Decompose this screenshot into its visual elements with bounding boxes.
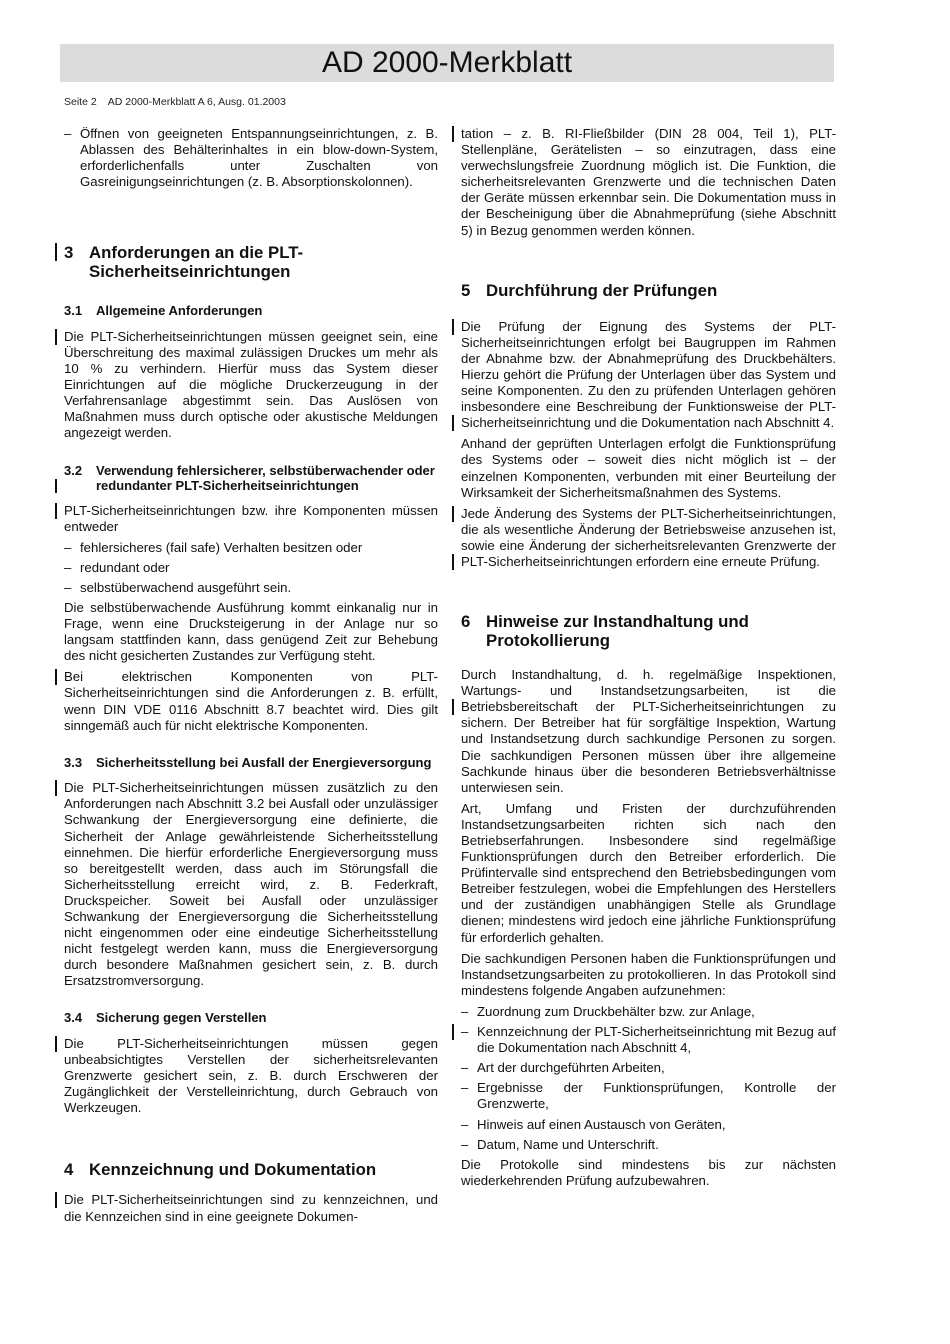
right-column <box>461 126 836 1194</box>
change-bar <box>55 503 57 519</box>
list-item: – fehlersicheres (fail safe) Verhalten besitzen oder <box>64 540 438 556</box>
change-bar <box>55 243 57 261</box>
list-item: – redundant oder <box>64 560 438 576</box>
list-item: – Ergebnisse der Funktionsprüfungen, Kontrolle der Grenzwerte, <box>461 1080 836 1112</box>
list-item: – Hinweis auf einen Austausch von Geräten, <box>461 1117 836 1133</box>
paragraph: Die PLT-Sicherheitseinrichtungen müssen gegen unbeabsichtigtes Verstellen der sicherheitsrelevanten Grenzwerte gesichert sein, z. B. durch Erschweren der Zugänglichkeit der Verstelleinrichtung, durch Gebrauch von Werkzeugen. <box>64 1035 438 1116</box>
paragraph: Die sachkundigen Personen haben die Funktionsprüfungen und Instandsetzungsarbeiten zu protokollieren. In das Protokoll sind mindestens folgende Angaben aufzunehmen: <box>461 950 836 998</box>
paragraph: Jede Änderung des Systems der PLT-Sicherheitseinrichtungen, die als wesentliche Änderung der Betriebsweise anzusehen ist, sowie eine Änderung der sicherheitsrelevanten Grenzwerte der PLT-Sicherheitseinrichtungen erfordern eine erneute Prüfung. <box>461 505 836 569</box>
list-item: – Kennzeichnung der PLT-Sicherheitseinrichtung mit Bezug auf die Dokumentation nach Abschnitt 4, <box>461 1024 836 1056</box>
change-bar <box>452 126 454 142</box>
paragraph: Anhand der geprüften Unterlagen erfolgt die Funktionsprüfung des Systems oder – soweit dies nicht möglich ist – der einzelnen Komponenten, verbunden mit einer Beurteilung der Wirksamkeit der Sicherheitsmaßnahmen des Systems. <box>461 436 836 500</box>
subsection-heading-3-1: 3.1 Allgemeine Anforderungen <box>64 303 263 319</box>
paragraph: PLT-Sicherheitseinrichtungen bzw. ihre Komponenten müssen entweder <box>64 502 438 534</box>
change-bar <box>55 479 57 493</box>
change-bar <box>55 780 57 796</box>
change-bar <box>452 415 454 431</box>
paragraph: Die PLT-Sicherheitseinrichtungen sind zu kennzeichnen, und die Kennzeichen sind in eine geeignete Dokumen- <box>64 1192 438 1224</box>
section-heading-5: 5 Durchführung der Prüfungen <box>461 280 718 300</box>
subsection-heading-3-4: 3.4 Sicherung gegen Verstellen <box>64 1010 267 1026</box>
section-heading-3: 3 Anforderungen an die PLT-Sicherheitseinrichtungen <box>64 243 304 282</box>
section-heading-6: 6 Hinweise zur Instandhaltung und Protokollierung <box>461 612 749 651</box>
document-title: AD 2000-Merkblatt <box>321 46 573 79</box>
section-heading-4: 4 Kennzeichnung und Dokumentation <box>64 1160 377 1180</box>
list-item: – Zuordnung zum Druckbehälter bzw. zur Anlage, <box>461 1004 836 1020</box>
change-bar <box>452 506 454 522</box>
paragraph: Art, Umfang und Fristen der durchzuführenden Instandsetzungsarbeiten richten sich nach den Betriebserfahrungen. Insbesondere sind regelmäßige Funktionsprüfungen durch den Betreiber erforderlich. Die Prüfintervalle sind entsprechend den Betriebsbedingungen vom Betreiber festzulegen, wobei die Empfehlungen des Herstellers und der zuständigen unabhängigen Stelle als Grundlage dienen; mindestens wird jedoch eine jährliche Funktionsprüfung für erforderlich gehalten. <box>461 800 836 945</box>
header-banner <box>60 44 834 82</box>
change-bar <box>55 669 57 685</box>
change-bar <box>55 1192 57 1208</box>
subsection-heading-3-2: 3.2 Verwendung fehlersicherer, selbstüberwachender oder redundanter PLT-Sicherheitseinrichtungen <box>64 462 435 494</box>
paragraph: Die Protokolle sind mindestens bis zur nächsten wiederkehrenden Prüfung aufzubewahren. <box>461 1156 836 1188</box>
change-bar <box>452 699 454 715</box>
left-column <box>64 126 438 1230</box>
list-item: – Datum, Name und Unterschrift. <box>461 1137 836 1153</box>
paragraph: tation – z. B. RI-Fließbilder (DIN 28 004, Teil 1), PLT-Stellenpläne, Gerätelisten – so einzutragen, dass eine verwechslungsfreie Zuordnung möglich ist. Die Funktion, die sicherheitsrelevanten Grenzwerte und die technischen Daten der Geräte müssen erkennbar sein. Die Dokumentation muss in der Bescheinigung über die Abnahmeprüfung (siehe Abschnitt 5) in Bezug genommen werden können. <box>461 126 836 238</box>
change-bar <box>55 329 57 345</box>
change-bar <box>452 319 454 335</box>
change-bar <box>452 554 454 570</box>
paragraph: Durch Instandhaltung, d. h. regelmäßige Inspektionen, Wartungs- und Instandsetzungsarbeiten, ist die Betriebsbereitschaft der PLT-Sicherheitseinrichtungen zu sichern. Der Betreiber hat für sorgfältige Inspektion, Wartung und Instandsetzung durch sachkundige Personen zu sorgen. Die sachkundigen Personen müssen über ihre allgemeine Sachkunde hinaus über die besonderen Betriebsverhältnisse unterwiesen sein. <box>461 667 836 795</box>
list-item: – Art der durchgeführten Arbeiten, <box>461 1060 836 1076</box>
paragraph: Die selbstüberwachende Ausführung kommt einkanalig nur in Frage, wenn eine Drucksteigerung in der Anlage nur so langsam stattfinden kann, dass genügend Zeit zur Behebung des nicht gesicherten Zustandes zur Verfügung steht. <box>64 600 438 664</box>
subsection-heading-3-3: 3.3 Sicherheitsstellung bei Ausfall der Energieversorgung <box>64 754 432 770</box>
change-bar <box>55 1036 57 1052</box>
list-item: – selbstüberwachend ausgeführt sein. <box>64 580 438 596</box>
paragraph: Die PLT-Sicherheitseinrichtungen müssen zusätzlich zu den Anforderungen nach Abschnitt 3.2 bei Ausfall oder unzulässiger Schwankung der Energieversorgung eine definierte, die Sicherheit der Anlage gewährleistende Sicherheitsstellung einnehmen. Die hierfür erforderliche Energieversorgung muss so bereitgestellt werden, dass auch im Störungsfall die Sicherheitsstellung erreicht wird, z. B. Federkraft, Druckspeicher. Soweit bei Ausfall oder unzulässiger Schwankung der Energieversorgung die Sicherheitsstellung nicht eingenommen oder eine eindeutige Sicherheitsstellung nicht festgelegt werden kann, muss die Energieversorgung durch besondere Maßnahmen gesichert sein, z. B. durch Ersatzstromversorgung. <box>64 780 438 989</box>
page-info: Seite 2 AD 2000-Merkblatt A 6, Ausg. 01.2003 <box>64 96 286 108</box>
paragraph: Bei elektrischen Komponenten von PLT-Sicherheitseinrichtungen sind die Anforderungen z. B. erfüllt, wenn DIN VDE 0116 Abschnitt 8.7 beachtet wird. Dies gilt sinngemäß auch für nicht elektrische Komponenten. <box>64 669 438 733</box>
paragraph: Die PLT-Sicherheitseinrichtungen müssen geeignet sein, eine Überschreitung des maximal zulässigen Druckes um mehr als 10 % zu verhindern. Hierfür muss das System dieser Einrichtungen auf die mögliche Druckerzeugung in der Verfahrensanlage abgestimmt sein. Das Auslösen von Maßnahmen muss durch optische oder akustische Meldungen angezeigt werden. <box>64 328 438 441</box>
list-item: – Öffnen von geeigneten Entspannungseinrichtungen, z. B. Ablassen des Behälterinhaltes in ein blow-down-System, erforderlichenfalls unter Zuschalten von Gasreinigungseinrichtungen (z. B. Absorptionskolonnen). <box>64 126 438 190</box>
paragraph: Die Prüfung der Eignung des Systems der PLT-Sicherheitseinrichtungen erfolgt bei Baugruppen im Rahmen der Abnahme bzw. der Abnahmeprüfung des Druckbehälters. Hierzu gehört die Prüfung der Unterlagen über das System und seine Komponenten. Zu den zu prüfenden Unterlagen gehören insbesondere eine Beschreibung der Funktionsweise der PLT-Sicherheitseinrichtung und die Dokumentation nach Abschnitt 4. <box>461 318 836 431</box>
change-bar <box>452 1024 454 1040</box>
